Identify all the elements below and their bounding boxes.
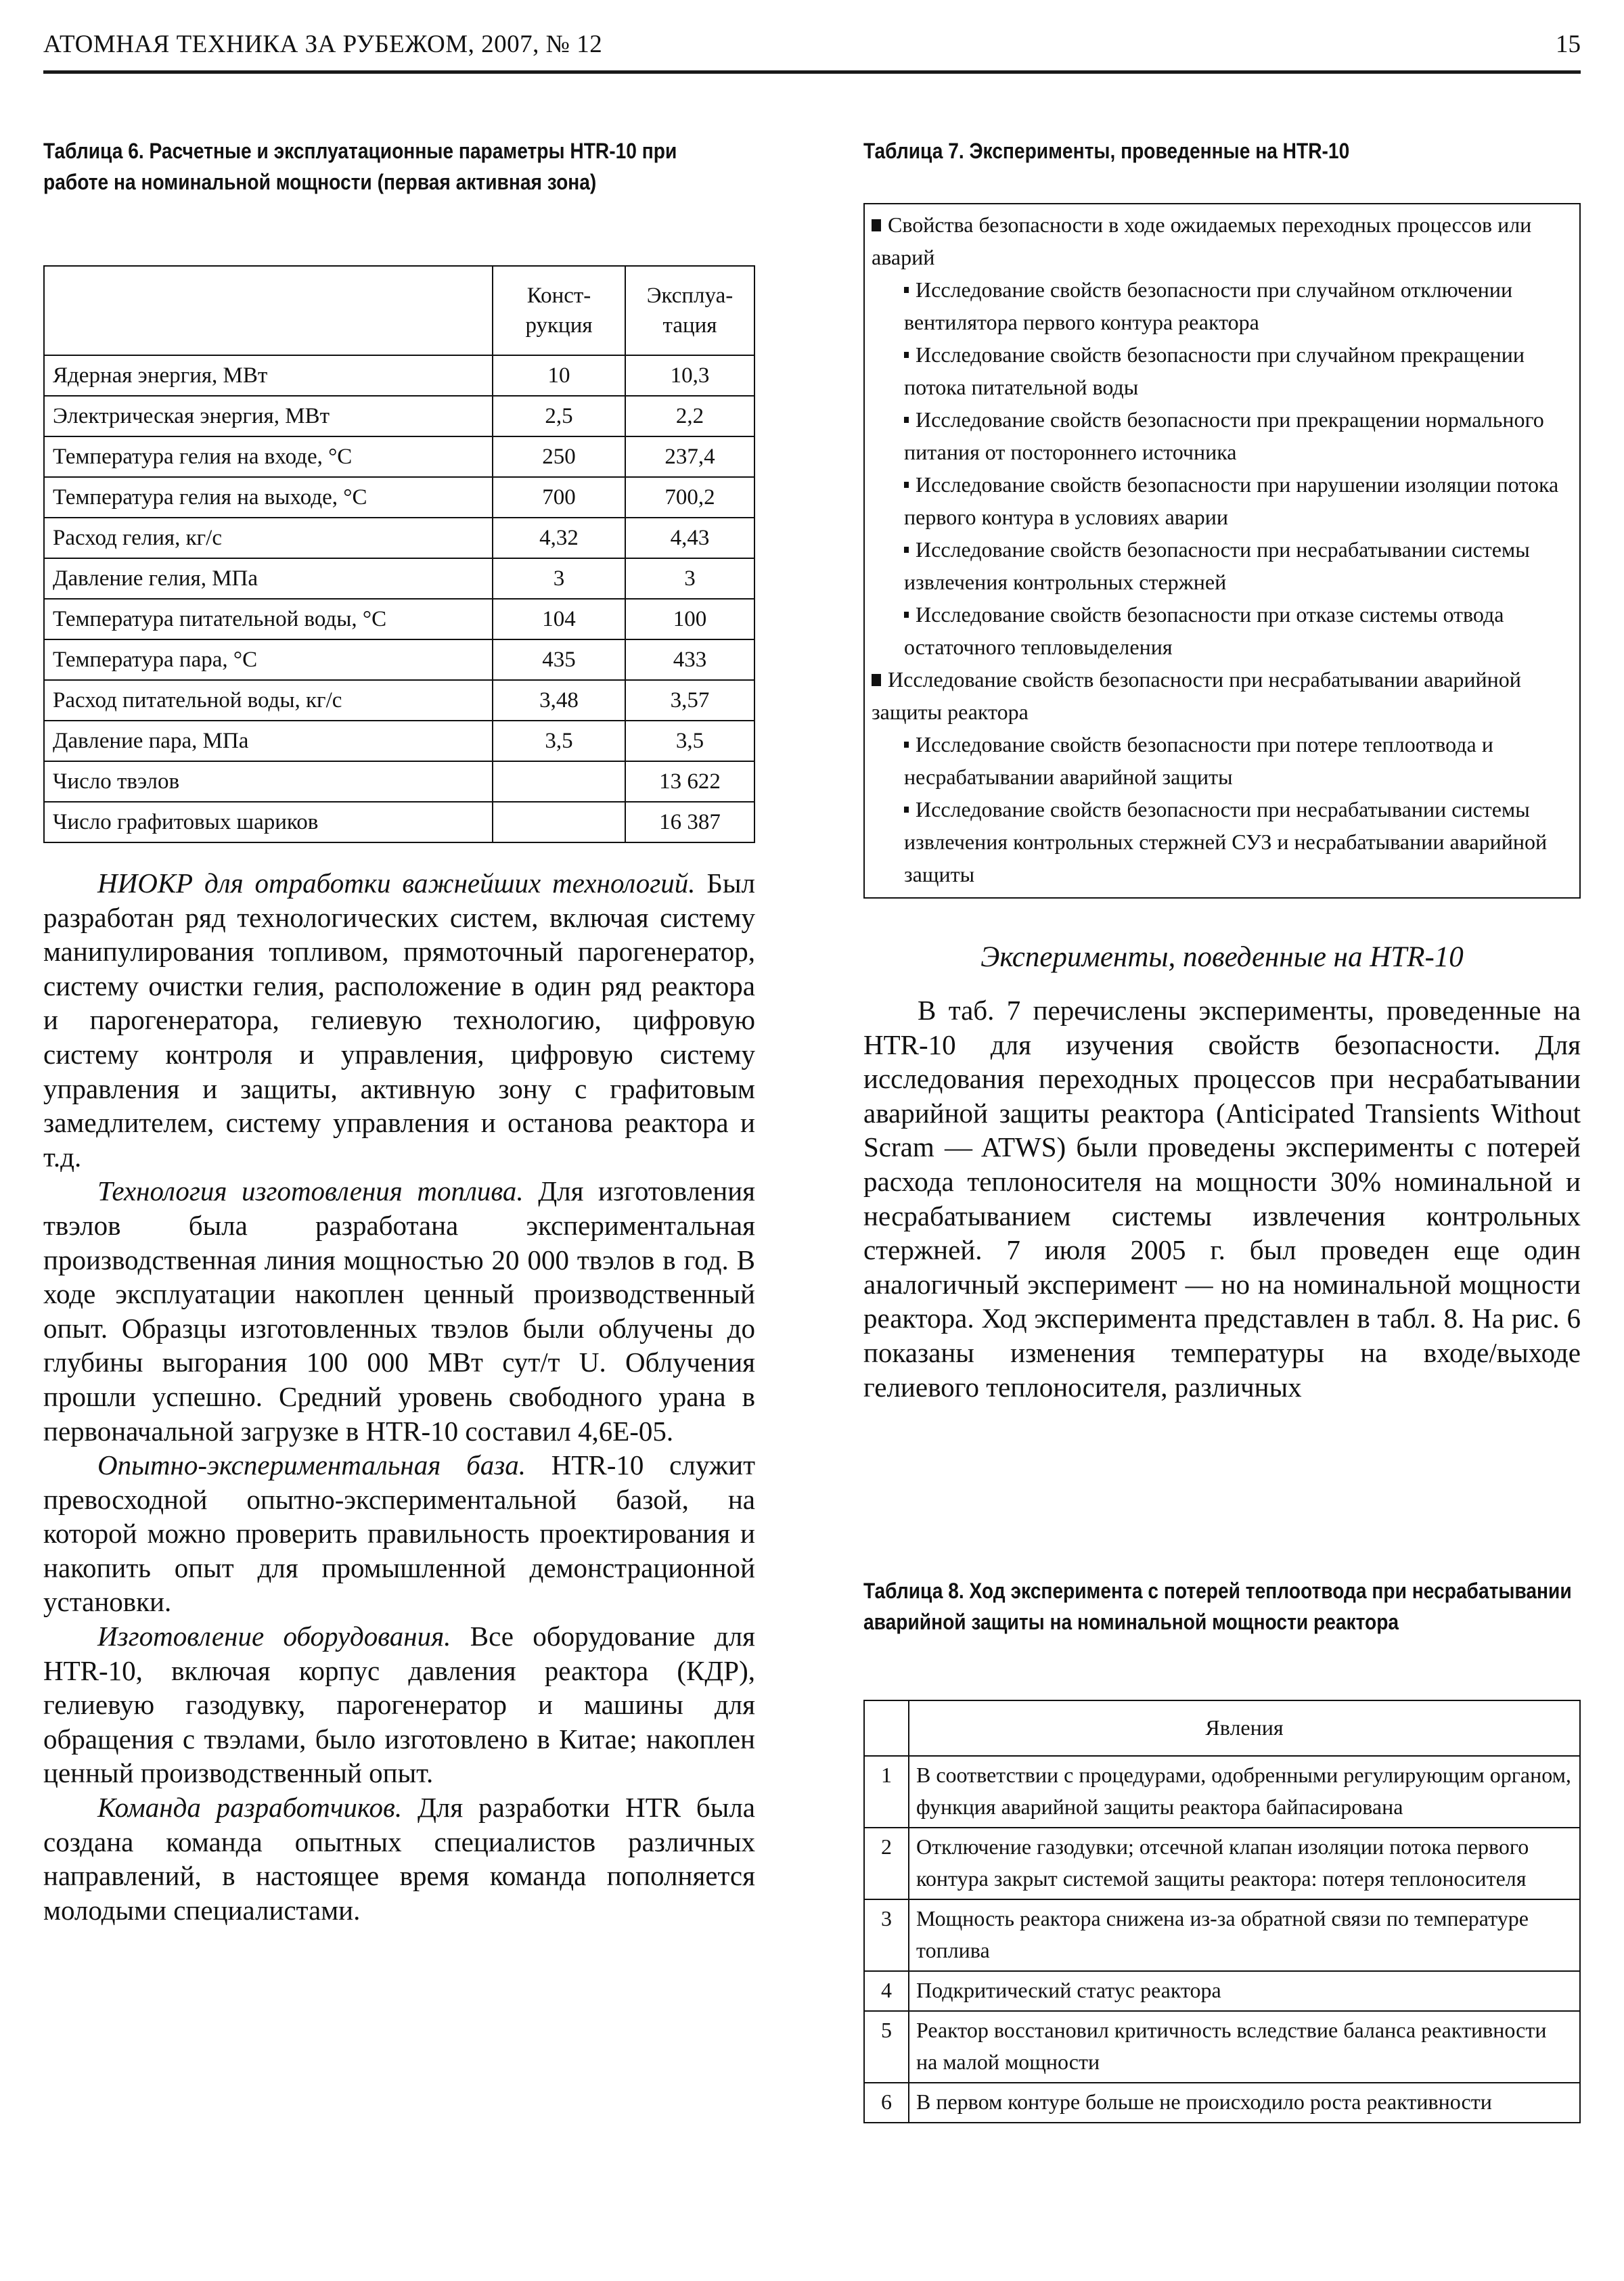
paragraph-lead: Изготовление оборудования.: [97, 1621, 451, 1652]
design-cell: 3: [493, 558, 625, 599]
item-text: Исследование свойств безопасности при нарушении изоляции потока первого контура в условиях аварии: [904, 472, 1559, 529]
item-text: Исследование свойств безопасности при несрабатывании системы извлечения контрольных стержней СУЗ и несрабатывании аварийной защиты: [904, 797, 1548, 886]
row-number: 4: [864, 1971, 909, 2011]
operation-cell: 3,57: [625, 680, 754, 721]
running-header: [43, 30, 1581, 77]
table7-item: [904, 793, 1570, 890]
table8-header-row: [864, 1700, 1580, 1756]
paragraph-rnd: [43, 866, 755, 1174]
paragraph-test-base: [43, 1448, 755, 1619]
table-row: [44, 599, 754, 639]
table7-item: [904, 403, 1570, 468]
table-row: [44, 761, 754, 802]
operation-cell: 10,3: [625, 355, 754, 396]
table-row: [44, 396, 754, 436]
table6-header-param: [44, 266, 493, 355]
table-row: [44, 355, 754, 396]
bullet-icon: [904, 547, 909, 553]
paragraph-body: Все оборудование для HTR-10, включая корпус давления реактора (КДР), гелиевую газодувку, парогенератор и машины для обращения с твэлами, было изготовлено в Китае; накоплен ценный производственный опыт.: [43, 1621, 755, 1789]
table6-header-row: [44, 266, 754, 355]
bullet-icon: [904, 612, 909, 618]
table8-header-num: [864, 1700, 909, 1756]
item-text: Исследование свойств безопасности при потере теплоотвода и несрабатывании аварийной защиты: [904, 732, 1493, 789]
row-text: Подкритический статус реактора: [909, 1971, 1580, 2011]
bullet-icon: [904, 417, 909, 423]
param-cell: Температура питательной воды, °С: [44, 599, 493, 639]
table8-caption: Таблица 8. Ход эксперимента с потерей теплоотвода при несрабатывании аварийной защиты на номинальной мощности реактора: [863, 1579, 1572, 1634]
design-cell: 435: [493, 639, 625, 680]
design-cell: 10: [493, 355, 625, 396]
table6-header-design: Конст-рукция: [493, 266, 625, 355]
operation-cell: 100: [625, 599, 754, 639]
param-cell: Расход гелия, кг/с: [44, 518, 493, 558]
design-cell: 250: [493, 436, 625, 477]
row-text: Отключение газодувки; отсечной клапан изоляции потока первого контура закрыт системой защиты реактора: потеря теплоносителя: [909, 1828, 1580, 1899]
paragraph-experiments: В таб. 7 перечислены эксперименты, проведенные на HTR-10 для изучения свойств безопасности. Для исследования переходных процессов при несрабатывании аварийной защиты реактора (Anticipated Transients Without Scram — ATWS) были проведены эксперименты с потерей расхода теплоносителя на мощности 30% номинальной и несрабатыванием системы извлечения контрольных стержней. 7 июля 2005 г. был проведен еще один аналогичный эксперимент — но на номинальной мощности реактора. Ход эксперимента представлен в табл. 8. На рис. 6 показаны изменения температуры на входе/выходе гелиевого теплоносителя, различных: [863, 995, 1581, 1403]
item-text: Исследование свойств безопасности при прекращении нормального питания от постороннего источника: [904, 407, 1544, 464]
operation-cell: 13 622: [625, 761, 754, 802]
table8-header-text: Явления: [909, 1700, 1580, 1756]
item-text: Исследование свойств безопасности при несрабатывании системы извлечения контрольных стержней: [904, 537, 1530, 594]
table-row: [44, 639, 754, 680]
row-number: 2: [864, 1828, 909, 1899]
paragraph-lead: Команда разработчиков.: [97, 1792, 403, 1824]
design-cell: 4,32: [493, 518, 625, 558]
table7-group: [872, 208, 1570, 273]
table-row: [864, 1971, 1580, 2011]
bullet-icon: [904, 287, 909, 293]
page-number: 15: [1556, 30, 1581, 58]
item-text: Исследование свойств безопасности при отказе системы отвода остаточного тепловыделения: [904, 602, 1504, 659]
param-cell: Давление пара, МПа: [44, 721, 493, 761]
bullet-icon: [904, 482, 909, 488]
row-text: Мощность реактора снижена из-за обратной связи по температуре топлива: [909, 1899, 1580, 1971]
table-row: [44, 436, 754, 477]
paragraph-team: [43, 1790, 755, 1927]
table-row: [864, 1756, 1580, 1828]
right-body-text: [863, 993, 1581, 1404]
operation-cell: 433: [625, 639, 754, 680]
bullet-icon: [904, 742, 909, 748]
table-row: [44, 721, 754, 761]
table-row: [864, 2083, 1580, 2123]
param-cell: Расход питательной воды, кг/с: [44, 680, 493, 721]
item-text: Исследование свойств безопасности при случайном отключении вентилятора первого контура реактора: [904, 277, 1513, 334]
square-bullet-icon: [872, 674, 881, 686]
param-cell: Число твэлов: [44, 761, 493, 802]
paragraph-lead: Опытно-экспериментальная база.: [97, 1449, 526, 1481]
table-row: [44, 680, 754, 721]
param-cell: Температура пара, °С: [44, 639, 493, 680]
table-row: [44, 558, 754, 599]
row-number: 1: [864, 1756, 909, 1828]
param-cell: Ядерная энергия, МВт: [44, 355, 493, 396]
operation-cell: 3: [625, 558, 754, 599]
table7-item: [904, 273, 1570, 338]
table7-group: [872, 663, 1570, 728]
paragraph-body: Был разработан ряд технологических систем, включая систему манипулирования топливом, прямоточный парогенератор, систему очистки гелия, расположение в один ряд реактора и парогенератора, гелиевую технологию, цифровую систему контроля и управления, цифровую систему управления и защиты, активную зону с графитовым замедлителем, систему управления и останова реактора и т.д.: [43, 867, 755, 1173]
table-row: [864, 2011, 1580, 2083]
table-row: [44, 518, 754, 558]
header-rule: [43, 70, 1581, 74]
table7-item: [904, 533, 1570, 598]
operation-cell: 2,2: [625, 396, 754, 436]
design-cell: 700: [493, 477, 625, 518]
design-cell: [493, 802, 625, 842]
param-cell: Число графитовых шариков: [44, 802, 493, 842]
table8: [863, 1700, 1581, 2123]
bullet-icon: [904, 352, 909, 358]
operation-cell: 3,5: [625, 721, 754, 761]
table7: [863, 203, 1581, 899]
bullet-icon: [904, 807, 909, 813]
design-cell: 3,5: [493, 721, 625, 761]
table6-header-operation: Эксплуа-тация: [625, 266, 754, 355]
table-row: [864, 1828, 1580, 1899]
operation-cell: 4,43: [625, 518, 754, 558]
paragraph-lead: НИОКР для отработки важнейших технологий.: [97, 867, 696, 899]
operation-cell: 700,2: [625, 477, 754, 518]
paragraph-body: Для изготовления твэлов была разработана экспериментальная производственная линия мощностью 20 000 твэлов в год. В ходе эксплуатации накоплен ценный производственный опыт. Образцы изготовленных твэлов были облучены до глубины выгорания 100 000 МВт сут/т U. Облучения прошли успешно. Средний уровень свободного урана в первоначальной загрузке в HTR-10 составил 4,6E-05.: [43, 1175, 755, 1447]
row-text: В соответствии с процедурами, одобренными регулирующим органом, функция аварийной защиты реактора байпасирована: [909, 1756, 1580, 1828]
table6-caption: Таблица 6. Расчетные и эксплуатационные параметры HTR-10 при работе на номинальной мощности (первая активная зона): [43, 139, 677, 194]
paragraph-body: Для разработки HTR была создана команда опытных специалистов различных направлений, в настоящее время команда пополняется молодыми специалистами.: [43, 1792, 755, 1926]
row-number: 3: [864, 1899, 909, 1971]
table6: [43, 265, 755, 843]
table7-item: [904, 598, 1570, 663]
row-text: Реактор восстановил критичность вследствие баланса реактивности на малой мощности: [909, 2011, 1580, 2083]
design-cell: 3,48: [493, 680, 625, 721]
paragraph-body: HTR-10 служит превосходной опытно-экспериментальной базой, на которой можно проверить правильность проектирования и накопить опыт для промышленной демонстрационной установки.: [43, 1449, 755, 1618]
table7-item: [904, 338, 1570, 403]
journal-title: АТОМНАЯ ТЕХНИКА ЗА РУБЕЖОМ, 2007, № 12: [43, 30, 603, 58]
table-row: [44, 477, 754, 518]
table-row: [44, 802, 754, 842]
paragraph-lead: Технология изготовления топлива.: [97, 1175, 524, 1207]
table7-item: [904, 468, 1570, 533]
square-bullet-icon: [872, 219, 881, 231]
param-cell: Давление гелия, МПа: [44, 558, 493, 599]
left-body-text: [43, 866, 755, 1927]
row-number: 5: [864, 2011, 909, 2083]
param-cell: Электрическая энергия, МВт: [44, 396, 493, 436]
row-number: 6: [864, 2083, 909, 2123]
param-cell: Температура гелия на входе, °С: [44, 436, 493, 477]
design-cell: 2,5: [493, 396, 625, 436]
paragraph-equipment: [43, 1619, 755, 1790]
design-cell: 104: [493, 599, 625, 639]
table7-caption: Таблица 7. Эксперименты, проведенные на HTR-10: [863, 139, 1350, 163]
design-cell: [493, 761, 625, 802]
table7-item: [904, 728, 1570, 793]
param-cell: Температура гелия на выходе, °С: [44, 477, 493, 518]
operation-cell: 16 387: [625, 802, 754, 842]
paragraph-fuel: [43, 1174, 755, 1448]
table-row: [864, 1899, 1580, 1971]
section-subheading: Эксперименты, поведенные на HTR-10: [980, 941, 1464, 973]
group-title: Исследование свойств безопасности при несрабатывании аварийной защиты реактора: [872, 667, 1521, 724]
operation-cell: 237,4: [625, 436, 754, 477]
item-text: Исследование свойств безопасности при случайном прекращении потока питательной воды: [904, 342, 1525, 399]
row-text: В первом контуре больше не происходило роста реактивности: [909, 2083, 1580, 2123]
group-title: Свойства безопасности в ходе ожидаемых переходных процессов или аварий: [872, 212, 1532, 269]
